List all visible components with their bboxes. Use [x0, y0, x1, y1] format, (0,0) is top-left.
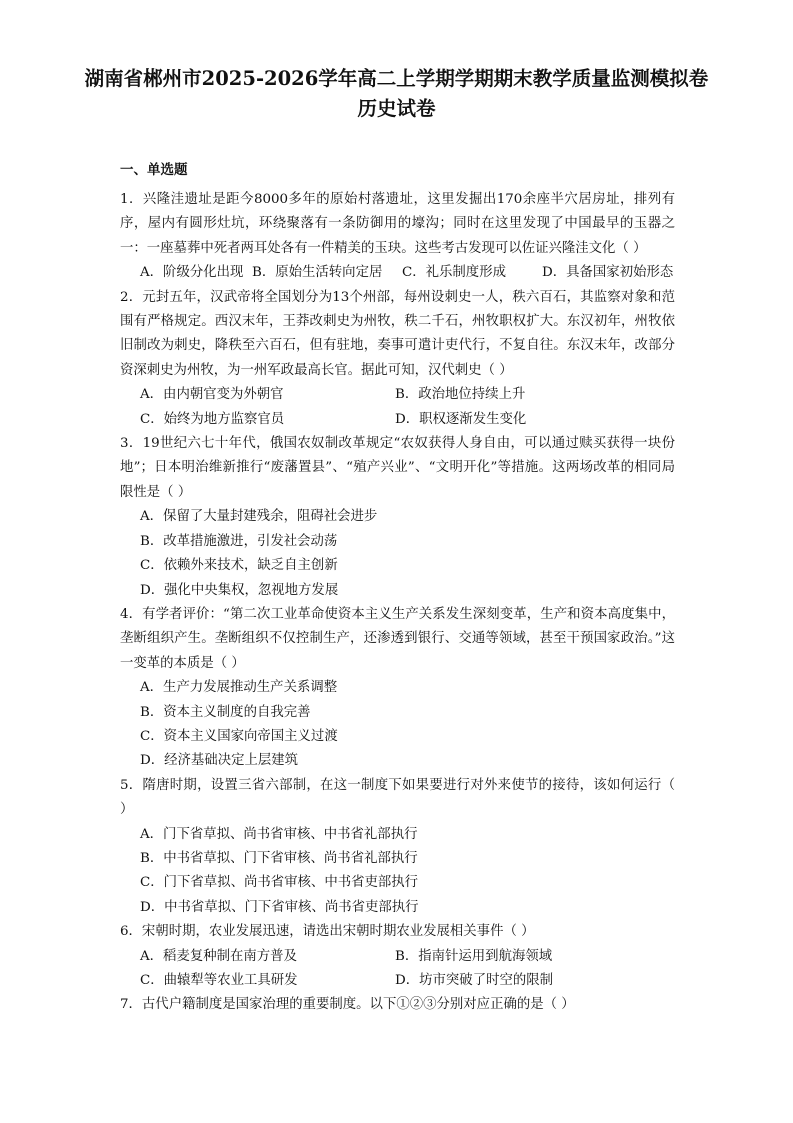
option-c: C．始终为地方监察官员 — [140, 411, 285, 427]
option-d: D．中书省草拟、门下省审核、尚书省吏部执行 — [140, 899, 419, 915]
option-d: D．坊市突破了时空的限制 — [395, 973, 554, 988]
option-b: B．改革措施激进，引发社会动荡 — [140, 533, 338, 549]
option-c: C．曲辕犁等农业工具研发 — [140, 973, 298, 988]
option-list — [120, 676, 675, 774]
option-a: A．稻麦复种制在南方普及 — [140, 948, 297, 964]
option-a: A．门下省草拟、尚书省审核、中书省礼部执行 — [140, 826, 418, 842]
option-b: B．原始生活转向定居 — [252, 265, 383, 281]
question-2 — [120, 286, 675, 432]
option-a: A．生产力发展推动生产关系调整 — [140, 680, 338, 696]
exam-title: 湖南省郴州市2025-2026学年高二上学期学期期末教学质量监测模拟卷历史试卷 — [84, 67, 709, 120]
option-list — [120, 505, 675, 603]
option-c: C．依赖外来技术，缺乏自主创新 — [140, 558, 338, 574]
option-d: D．强化中央集权，忽视地方发展 — [140, 582, 339, 598]
question-stem: 4．有学者评价：“第二次工业革命使资本主义生产关系发生深刻变革，生产和资本高度集中，垄断组织产生。垄断组织不仅控制生产，还渗透到银行、交通等领域，甚至干预国家政治。”这一变革的本质是（ ） — [120, 606, 675, 671]
question-1 — [120, 188, 675, 286]
question-stem: 3．19世纪六七十年代，俄国农奴制改革规定“农奴获得人身自由，可以通过赎买获得一块份地”；日本明治维新推行“废藩置县”、“殖产兴业”、“文明开化”等措施。这两场改革的相同局限性是（ ） — [120, 436, 675, 500]
option-row — [120, 969, 675, 993]
option-b: B．政治地位持续上升 — [395, 387, 526, 403]
option-b: B．指南针运用到航海领域 — [395, 948, 553, 964]
option-b: B．资本主义制度的自我完善 — [140, 704, 311, 720]
option-row — [120, 261, 675, 285]
question-4 — [120, 603, 675, 774]
question-6 — [120, 920, 675, 993]
option-a: A．阶级分化出现 — [140, 265, 244, 281]
question-7 — [120, 993, 675, 1017]
question-list — [120, 188, 675, 1018]
question-stem: 5．隋唐时期，设置三省六部制，在这一制度下如果要进行对外来使节的接待，该如何运行（ ） — [120, 777, 675, 818]
question-stem: 1．兴隆洼遗址是距今8000多年的原始村落遗址，这里发掘出170余座半穴居房址，排列有序，屋内有圆形灶坑，环绕聚落有一条防御用的壕沟；同时在这里发现了中国最早的玉器之一：一座墓葬中死者两耳处各有一件精美的玉玦。这些考古发现可以佐证兴隆洼文化（ ） — [120, 192, 675, 256]
question-stem: 7．古代户籍制度是国家治理的重要制度。以下①②③分别对应正确的是（ ） — [120, 997, 575, 1013]
option-row — [120, 383, 675, 407]
option-c: C．资本主义国家向帝国主义过渡 — [140, 728, 338, 744]
question-5 — [120, 774, 675, 920]
option-b: B．中书省草拟、门下省审核、尚书省礼部执行 — [140, 850, 418, 866]
option-row — [120, 408, 675, 432]
question-3 — [120, 432, 675, 603]
option-c: C．礼乐制度形成 — [402, 265, 506, 281]
question-stem: 6．宋朝时期，农业发展迅速，请选出宋朝时期农业发展相关事件（ ） — [120, 924, 535, 940]
option-d: D．职权逐渐发生变化 — [395, 411, 527, 427]
option-d: D．具备国家初始形态 — [542, 265, 674, 281]
question-stem: 2．元封五年，汉武帝将全国划分为13个州部，每州设刺史一人，秩六百石，其监察对象和范围有严格规定。西汉末年，王莽改刺史为州牧，秩二千石，州牧职权扩大。东汉初年，州牧依旧制改为刺史，降秩至六百石，但有驻地，奏事可遣计吏代行，不复自往。东汉末年，改部分资深刺史为州牧，为一州军政最高长官。据此可知，汉代刺史（ ） — [120, 289, 675, 378]
option-list — [120, 823, 675, 921]
option-row — [120, 945, 675, 969]
option-c: C．门下省草拟、尚书省审核、中书省吏部执行 — [140, 875, 419, 891]
option-a: A．由内朝官变为外朝官 — [140, 387, 284, 403]
option-d: D．经济基础决定上层建筑 — [140, 753, 299, 769]
option-a: A．保留了大量封建残余，阻碍社会进步 — [140, 509, 378, 525]
section-heading: 一、单选题 — [120, 162, 188, 178]
